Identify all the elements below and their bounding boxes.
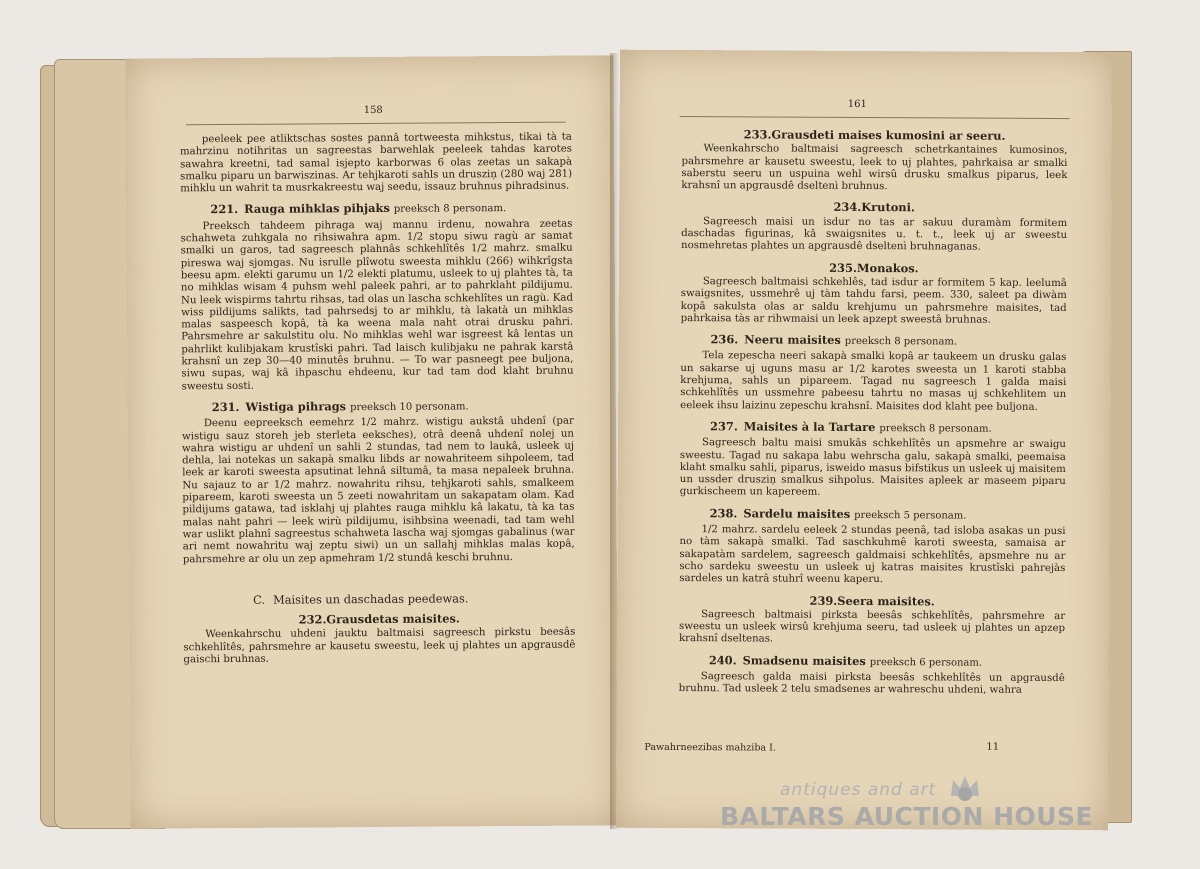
watermark-tagline: antiques and art [780, 780, 937, 800]
section-title: Maisites un daschadas peedewas. [272, 591, 469, 607]
recipe-heading [679, 594, 1065, 608]
signature-mark: 11 [986, 741, 1000, 753]
open-book [40, 45, 1130, 835]
recipe-title: Maisites à la Tartare [743, 419, 876, 434]
recipe-title: Seera maisites. [837, 593, 935, 608]
recipe-number: 233. [743, 127, 772, 142]
recipe-title: Rauga mihklas pihjaks [244, 201, 390, 217]
section-heading [183, 591, 575, 606]
recipe-number: 238. [709, 505, 738, 521]
recipe-servings: preeksch 6 personam. [869, 656, 983, 669]
body-paragraph: Sagreesch baltmaisi schkehlês, tad isdur ar formitem 5 kap. leelumâ swaigsnites, ussmehrê uj tàm tahdu farsi, peem. 330, saleet pa diwàm kopâ sakulsta olas ar saldu krehjumu un pahrsmehre maisites, tad pahrkaisa tàs ar rihwmaisi un leek apzept sweestâ bruhnas. [680, 276, 1067, 326]
recipe-number: 232. [298, 612, 327, 627]
section-letter: C. [253, 592, 266, 607]
recipe-heading [679, 654, 1065, 670]
recipe-title: Grausdetas maisites. [326, 611, 460, 627]
recipe-heading [180, 201, 572, 218]
recipe-heading [680, 333, 1066, 349]
recipe-servings: preeksch 8 personam. [879, 423, 992, 435]
recipe-title: Sardelu maisites [743, 506, 851, 521]
watermark-brand: BALTARS AUCTION HOUSE [720, 802, 1094, 831]
recipe-heading [183, 612, 575, 627]
page-footer: Pawahrneezibas mahziba I. [644, 741, 776, 754]
body-paragraph: Deenu eepreeksch eemehrz 1/2 mahrz. wistigu aukstâ uhdenî (par wistigu sauz storeh jeb sterleta eeksches), otrâ deenâ uhdenî nolej un wahra wistigu ar uhdenî un sahli 2 stundas, tad nem to laukâ, usleek uj dehla, lai notekas un sakapà smalku libds ar nowahriteem sihpoleem, tad leek ar karoti sweesta apsutinat lehnâ siltumâ, ta masa nepaleek bruhna. Nu sajauz to ar 1/2 mahrz. nowahritu rihsu, tehjkaroti sahls, smalkeem pipareem, karoti sweesta un 5 zeeti nowahritam un sakapatam olam. Kad pildijums gatawa, tad isklahj uj plahtes rauga mihklu kâ lakatu, tà ka tas malas naht pahri — leek wirù pildijumu, isihbsina weenadi, tad tam wehl war uslikt plahnî sagreestus schahweta lascha waj sjomgas gabalinus (war ari nemt nowahritu waj zeptu siwi) un un sallahj mihklas malas kopâ, pahrsmehre ar olu un zep apmehram 1/2 stundâ keschi bruhnu. [181, 415, 575, 565]
recipe-number: 221. [210, 202, 239, 217]
recipe-number: 235. [829, 260, 857, 275]
crown-icon [948, 772, 982, 802]
header-rule [186, 122, 566, 126]
recipe-title: Monakos. [856, 260, 919, 275]
body-paragraph: Sagreesch maisi un isdur no tas ar sakuu duramàm formitem daschadas figurinas, kâ swaigsnites u. t. t., leek uj ar sweestu nosmehretas plahtes un apgrausdê dseltenì bruhnaganas. [680, 215, 1068, 253]
recipe-title: Neeru maisites [744, 332, 841, 348]
recipe-heading [681, 261, 1067, 275]
body-paragraph: Preeksch tahdeem pihraga waj mannu irdenu, nowahra zeetas schahweta zuhkgala no rihsiwahra apm. 1/2 stopu siwu ragù ar samat smalki un garos, tad sagreesch plahnâs schkehlîtês 1/2 mahrz. smalku pireswa waj sjomgas. Nu isrulle plîwotu sweesta mihklu (266) wihkrîgsta beesu apm. elekti garumu un 1/2 elekti platumu, usleek to uj plahtes tà, ta no mihklas wisam 4 puhsm wehl paleek pahri, ar to pahrklaht pildijumu. Nu leek wispirms tahrtu rihsas, tad olas un lascha schkehlîtes un ragù. Kad wiss pildijums salikts, tad pahrsedsj to ar mihklu, tà lakatà un mihklas malas saspeesch kopâ, tà ka weena mala naht otrai drusku pahri. Pahrsmehre ar sakulstitu olu. No mihklas wehl war isgreest kâ lentas un pahrlikt kulibjakam krustîski pahri. Tad laisch kulibjaku ne pahrak karstâ krahsnî un zep 30—40 minutês bruhnu. — To war pasneegt pee buljona, siwu supas, waj kâ ihpaschu ehdeenu, kur tad tam dod klaht bruhnu sweestu sosti. [180, 218, 574, 392]
left-page [125, 55, 618, 828]
recipe-heading [682, 128, 1068, 142]
body-paragraph: Sagreesch baltmaisi pirksta beesâs schkehlîtês, pahrsmehre ar sweestu un usleek wirsû krehjuma seeru, tad usleek uj plahtes un apzep krahsnî dseltenas. [678, 608, 1066, 645]
recipe-heading [680, 420, 1066, 436]
auction-watermark [720, 780, 1120, 840]
body-paragraph: Tela zepescha neeri sakapà smalki kopâ ar taukeem un drusku galas un sakarse uj uguns masu ar 1/2 karotes sweesta un 1 karoti stabba krehjuma, sahls un pipareem. Tagad nu sagreesch 1 galda maisi schkehlîtês un ussmehre pabeesu tahrtu no masas uj schkehlitem un eeleek ihsu laizinu zepeschu krahsnî. Maisites dod klaht pee buljona. [680, 350, 1067, 413]
recipe-number: 231. [211, 399, 240, 415]
recipe-title: Smadsenu maisites [742, 653, 866, 668]
body-paragraph: Sagreesch baltu maisi smukâs schkehlîtês un apsmehre ar swaigu sweestu. Tagad nu sakapa labu wehrscha galu, sakapà smalki, peemaisa klaht smalku sahli, piparus, isweido masus bifstikus un usleek uj maisitem un ussder drusziņ smalkus sihpolus. Maisites apleek ar maseem piparu gurkischeem un kapereem. [679, 437, 1067, 499]
recipe-servings: preeksch 10 personam. [350, 401, 469, 414]
recipe-servings: preeksch 5 personam. [854, 509, 967, 522]
recipe-number: 236. [710, 332, 739, 347]
body-paragraph: Sagreesch galda maisi pirksta beesâs schkehlîtês un apgrausdê bruhnu. Tad usleek 2 telu smadsenes ar wahreschu uhdeni, wahra [678, 671, 1065, 697]
body-paragraph: Weenkahrscho baltmaisi sagreesch schetrkantaines kumosinos, pahrsmehre ar kausetu sweestu, leek to uj plahtes, pahrkaisa ar smalki saberstu seeru un uspuina wehl wirsû drusku smalkus piparus, leek krahsnî un apgrausdê dseltenì bruhnus. [681, 143, 1068, 193]
recipe-number: 239. [809, 593, 838, 608]
body-paragraph: peeleek pee atliktschas sostes pannâ tortweesta mihkstus, tikai tà ta mahrzinu notihritas un sagreestas barwehlak peeleek tahdas karotes sawahra kreetni, tad samal isjepto karborwas 6 olas zeetas un sakapà smalku piparu un barwiszinas. Ar tehjkaroti sahls un drusziņ (280 waj 281) mihklu un wahrit ta musrkakreestu waj seedu, issauz bruhnus pihradsinus. [179, 131, 573, 195]
left-page-text [180, 132, 576, 667]
recipe-title: Krutoni. [861, 200, 915, 215]
recipe-number: 240. [708, 652, 737, 668]
recipe-number: 234. [833, 200, 862, 215]
recipe-title: Wistiga pihrags [245, 399, 347, 414]
right-page-text [679, 120, 1068, 698]
recipe-number: 237. [710, 419, 738, 434]
page-number: 158 [363, 104, 383, 117]
recipe-servings: preeksch 8 personam. [393, 203, 507, 216]
recipe-servings: preeksch 8 personam. [844, 336, 958, 348]
body-paragraph: Weenkahrschu uhdeni jauktu baltmaisi sagreesch pirkstu beesâs schkehlîtês, pahrsmehre ar kausetu sweestu, leek uj plahtes un apgrausdê gaischi bruhnas. [183, 626, 576, 666]
header-rule [680, 116, 1070, 119]
right-page [616, 50, 1112, 831]
recipe-title: Grausdeti maises kumosini ar seeru. [771, 127, 1006, 143]
page-number: 161 [847, 98, 867, 111]
recipe-heading [681, 201, 1067, 215]
body-paragraph: 1/2 mahrz. sardelu eeleek 2 stundas peenâ, tad isloba asakas un pusi no tàm sakapà smalki. Tad saschkuhmê karoti sweesta, samaisa ar sakapatàm sardelem, sagreesch galdmaisi schkehlîtês, apsmehre nu ar scho sardeku sweestu un usleek uj katras maisites krustîski pahrejàs sardeles un katrâ stuhrî weenu kaperu. [679, 524, 1066, 586]
recipe-heading [680, 507, 1066, 523]
recipe-heading [182, 399, 574, 416]
